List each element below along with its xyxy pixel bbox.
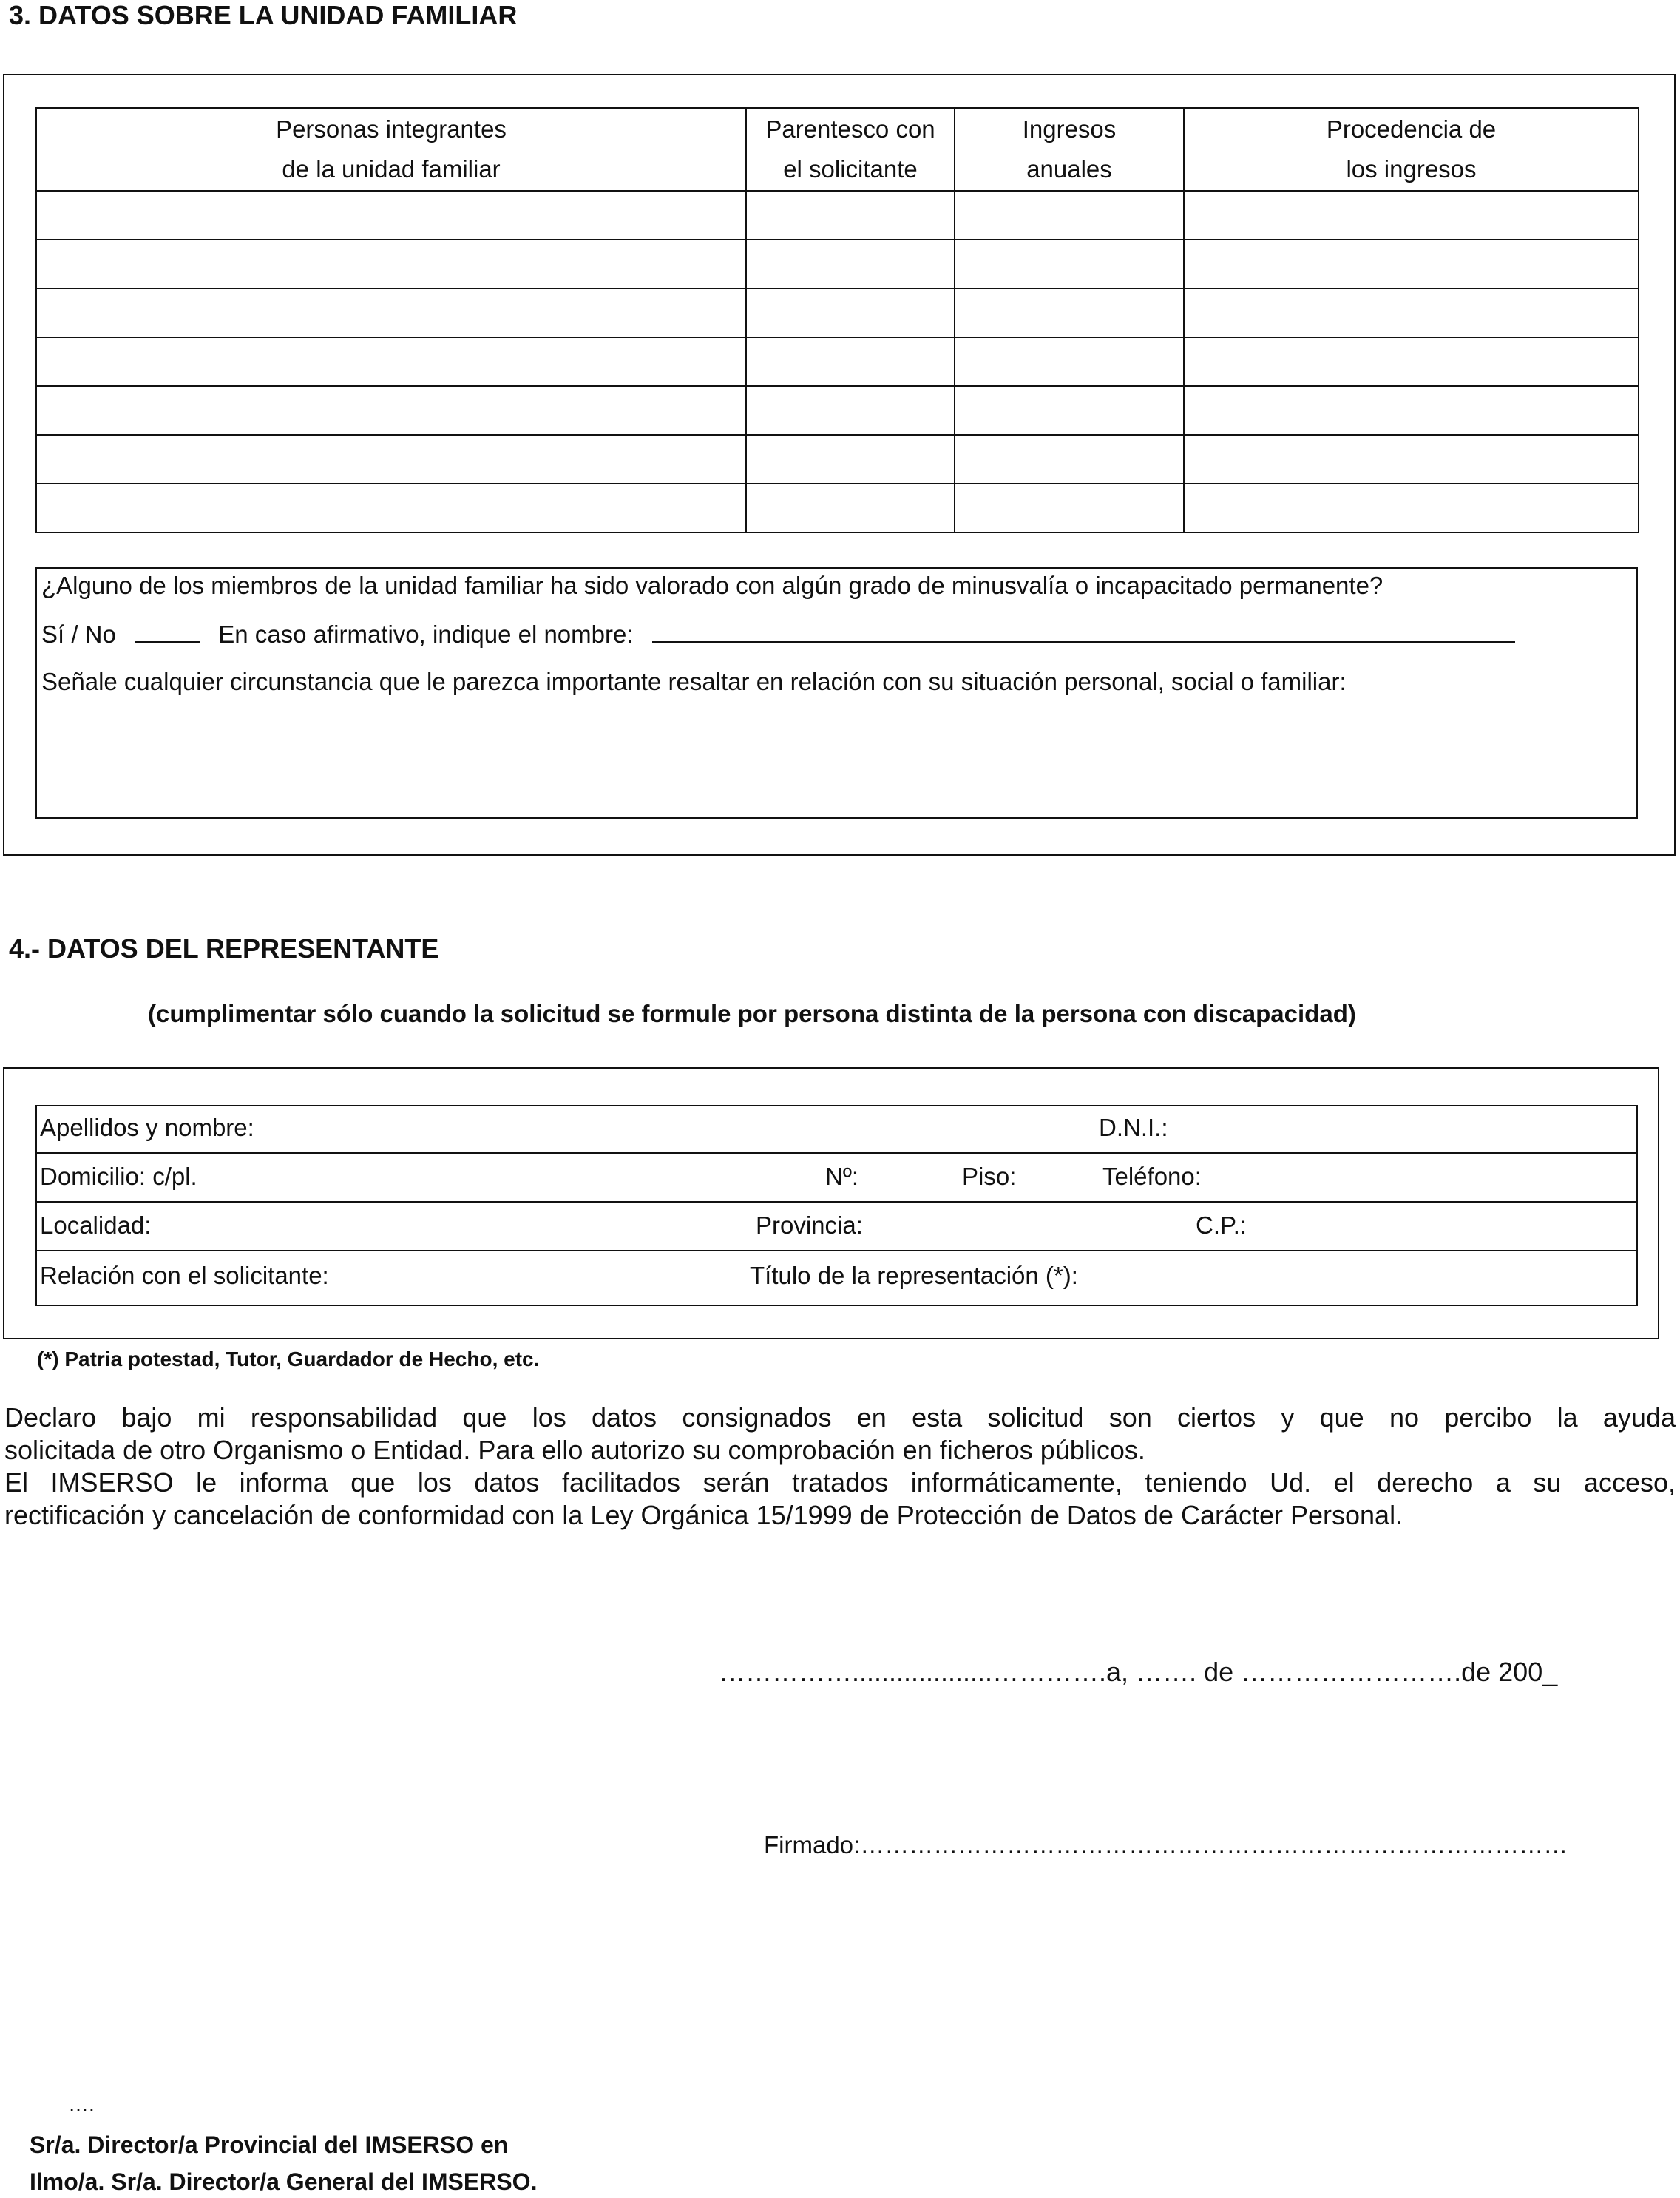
- cell-ingresos[interactable]: [955, 240, 1184, 288]
- cell-procedencia[interactable]: [1184, 386, 1639, 435]
- rep-row-location: [35, 1203, 1638, 1251]
- relacion-label: Relación con el solicitante:: [40, 1262, 329, 1289]
- cell-personas[interactable]: [36, 288, 746, 337]
- table-row: [36, 484, 1639, 532]
- cell-ingresos[interactable]: [955, 337, 1184, 386]
- cell-parentesco[interactable]: [746, 337, 955, 386]
- table-row: [36, 386, 1639, 435]
- cell-ingresos[interactable]: [955, 435, 1184, 484]
- family-table: [35, 107, 1639, 533]
- rep-row-name: [35, 1105, 1638, 1154]
- yes-no-label: Sí / No: [41, 620, 116, 648]
- table-row: [36, 435, 1639, 484]
- piso-label: Piso:: [962, 1163, 1017, 1190]
- cell-procedencia[interactable]: [1184, 240, 1639, 288]
- signed-line[interactable]: Firmado:……………………………………………………………………………: [764, 1831, 1568, 1859]
- table-row: [36, 240, 1639, 288]
- cell-procedencia[interactable]: [1184, 435, 1639, 484]
- localidad-label: Localidad:: [40, 1211, 152, 1239]
- cell-parentesco[interactable]: [746, 386, 955, 435]
- cell-parentesco[interactable]: [746, 484, 955, 532]
- cell-personas[interactable]: [36, 386, 746, 435]
- circumstances-field[interactable]: [41, 706, 1631, 813]
- section3-title: 3. DATOS SOBRE LA UNIDAD FAMILIAR: [9, 0, 518, 30]
- col-header-parentesco: Parentesco con el solicitante: [746, 108, 955, 191]
- rep-row-address: [35, 1154, 1638, 1203]
- col-header-personas: Personas integrantes de la unidad familiar: [36, 108, 746, 191]
- disability-question-box: [35, 567, 1638, 819]
- circumstances-prompt: Señale cualquier circunstancia que le parezca importante resaltar en relación con su situación personal, social o familiar:: [41, 668, 1347, 695]
- declaration-line: solicitada de otro Organismo o Entidad. Para ello autorizo su comprobación en ficheros públicos.: [4, 1435, 1145, 1465]
- cell-procedencia[interactable]: [1184, 191, 1639, 240]
- table-row: [36, 337, 1639, 386]
- yes-no-field[interactable]: [135, 623, 200, 643]
- dni-label: D.N.I.:: [1099, 1114, 1168, 1141]
- section4-subtitle: (cumplimentar sólo cuando la solicitud se formule por persona distinta de la persona con discapacidad): [148, 1000, 1356, 1027]
- cell-ingresos[interactable]: [955, 484, 1184, 532]
- yes-no-row: [41, 620, 1515, 649]
- dots-marker: ….: [68, 2093, 95, 2116]
- titulo-label: Título de la representación (*):: [750, 1262, 1078, 1289]
- cell-personas[interactable]: [36, 484, 746, 532]
- cell-personas[interactable]: [36, 435, 746, 484]
- declaration-text: [4, 1401, 1676, 1532]
- cell-ingresos[interactable]: [955, 386, 1184, 435]
- telefono-label: Teléfono:: [1102, 1163, 1202, 1190]
- cell-ingresos[interactable]: [955, 288, 1184, 337]
- cell-procedencia[interactable]: [1184, 337, 1639, 386]
- cell-parentesco[interactable]: [746, 435, 955, 484]
- declaration-line: Declaro bajo mi responsabilidad que los datos consignados en esta solicitud son ciertos y que no percibo la ayuda: [4, 1402, 1676, 1433]
- cell-personas[interactable]: [36, 337, 746, 386]
- section4-title: 4.- DATOS DEL REPRESENTANTE: [9, 933, 439, 964]
- name-field[interactable]: [652, 623, 1515, 643]
- cell-parentesco[interactable]: [746, 240, 955, 288]
- table-row: [36, 191, 1639, 240]
- cell-personas[interactable]: [36, 191, 746, 240]
- representation-footnote: (*) Patria potestad, Tutor, Guardador de Hecho, etc.: [37, 1347, 540, 1370]
- apellidos-label: Apellidos y nombre:: [40, 1114, 254, 1141]
- rep-row-relation: [35, 1253, 1638, 1302]
- cell-procedencia[interactable]: [1184, 288, 1639, 337]
- cp-label: C.P.:: [1196, 1211, 1247, 1239]
- addressee-general: Ilmo/a. Sr/a. Director/a General del IMSERSO.: [30, 2168, 538, 2195]
- cell-procedencia[interactable]: [1184, 484, 1639, 532]
- declaration-line: rectificación y cancelación de conformidad con la Ley Orgánica 15/1999 de Protección de Datos de Carácter Personal.: [4, 1500, 1403, 1530]
- cell-parentesco[interactable]: [746, 191, 955, 240]
- col-header-ingresos: Ingresos anuales: [955, 108, 1184, 191]
- family-table-header: [36, 108, 1639, 191]
- cell-ingresos[interactable]: [955, 191, 1184, 240]
- domicilio-label: Domicilio: c/pl.: [40, 1163, 197, 1190]
- table-row: [36, 288, 1639, 337]
- col-header-procedencia: Procedencia de los ingresos: [1184, 108, 1639, 191]
- cell-parentesco[interactable]: [746, 288, 955, 337]
- addressee-provincial: Sr/a. Director/a Provincial del IMSERSO en: [30, 2131, 509, 2158]
- numero-label: Nº:: [825, 1163, 859, 1190]
- disability-question: ¿Alguno de los miembros de la unidad familiar ha sido valorado con algún grado de minusvalía o incapacitado permanente?: [41, 572, 1383, 599]
- cell-personas[interactable]: [36, 240, 746, 288]
- declaration-line: El IMSERSO le informa que los datos facilitados serán tratados informáticamente, teniendo Ud. el derecho a su acceso,: [4, 1467, 1676, 1498]
- place-date-line[interactable]: ……………...................………….a, ……. de …………………….de 200_: [719, 1657, 1558, 1687]
- provincia-label: Provincia:: [756, 1211, 863, 1239]
- name-prompt: En caso afirmativo, indique el nombre:: [218, 620, 634, 648]
